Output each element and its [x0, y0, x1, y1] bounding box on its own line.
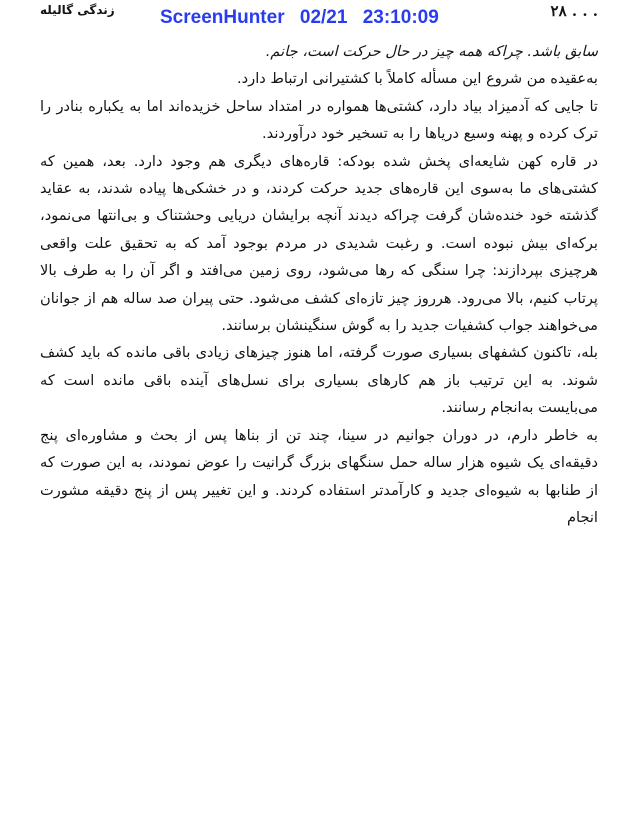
paragraph-5 — [40, 339, 598, 421]
page-number: ۲۸ . . . — [550, 2, 598, 20]
watermark-time: 23:10:09 — [362, 7, 439, 28]
paragraph-1 — [40, 38, 598, 65]
watermark-date: 02/21 — [299, 7, 348, 28]
page-body — [40, 38, 598, 531]
paragraph-text: بله، تاکنون کشفهای بسیاری صورت گرفته، اما هنوز چیزهای زیادی باقی مانده که باید کشف شوند. به این ترتیب باز هم کارهای بسیاری برای نسل‌های آینده باقی مانده است که می‌بایست به‌انجام رسانند. — [40, 344, 598, 417]
running-title: زندگی گالیله — [40, 3, 115, 17]
paragraph-2 — [40, 65, 598, 92]
paragraph-text: تا جایی که آدمیزاد بیاد دارد، کشتی‌ها همواره در امتداد ساحل خزیده‌اند اما به یکباره بنادر را ترک کرده و پهنه وسیع دریاها را به تسخیر خود درآوردند. — [40, 97, 598, 143]
paragraph-lead: سابق باشد. چراکه همه چیز در حال حرکت است، جانم. — [265, 43, 598, 60]
paragraph-4 — [40, 148, 598, 340]
watermark-app: ScreenHunter — [160, 7, 285, 28]
screenhunter-watermark — [156, 6, 484, 30]
paragraph-text: به‌عقیده من شروع این مسأله کاملاً با کشتیرانی ارتباط دارد. — [237, 70, 598, 88]
paragraph-text: در قاره کهن شایعه‌ای پخش شده بودکه: قاره‌های دیگری هم وجود دارد. بعد، همین که کشتی‌های ما به‌سوی این قاره‌های جدید حرکت کردند، و در خشکی‌ها پیاده شدند، به عقاید گذشته خود خنده‌شان گرفت چراکه دیدند آنچه برایشان دریایی وحشتناک و بی‌انتها می‌نمود، برکه‌ای بیش نبوده است. و رغبت شدیدی در مردم بوجود آمد که به تحقیق علت واقعی هرچیزی بپردازند: چرا سنگی که رها می‌شود، روی زمین می‌افتد و اگر آن را به طرف بالا پرتاب کنیم، بالا می‌رود. هرروز چیز تازه‌ای کشف می‌شود. حتی پیران صد ساله هم از جوانان می‌خواهند جواب کشفیات جدید را به گوش سنگینشان برسانند. — [40, 152, 598, 335]
paragraph-6 — [40, 422, 598, 532]
paragraph-3 — [40, 93, 598, 148]
paragraph-text: به خاطر دارم، در دوران جوانیم در سینا، چند تن از بناها پس از بحث و مشاوره‌ای پنج دقیقه‌ای یک شیوه هزار ساله حمل سنگهای بزرگ گرانیت را عوض نمودند، به این صورت که از طنابها به شیوه‌ای جدید و کارآمدتر استفاده کردند. و این تغییر پس از پنج دقیقه مشورت انجام — [40, 426, 598, 526]
